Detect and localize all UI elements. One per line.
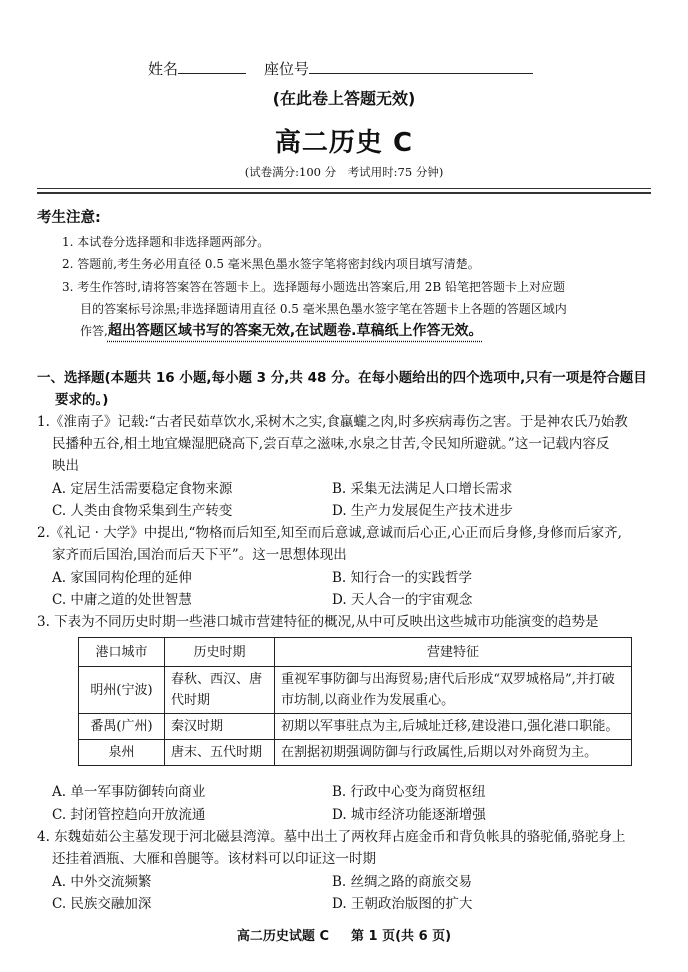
instruction-item: 目的答案标号涂黑;非选择题请用直径 0.5 毫米黑色墨水签字笔在答题卡上各题的答题区域内 xyxy=(80,302,567,316)
port-city-table xyxy=(78,637,632,766)
column-header: 港口城市 xyxy=(79,638,165,667)
question-2-stem: 家齐而后国治,国治而后天下平”。这一思想体现出 xyxy=(52,547,347,563)
question-3-stem: 3. 下表为不同历史时期一些港口城市营建特征的概况,从中可反映出这些城市功能演变的趋势是 xyxy=(37,614,599,630)
option-d: D. 王朝政治版图的扩大 xyxy=(332,896,473,912)
question-1-stem: 民播种五谷,相土地宜燥湿肥硗高下,尝百草之滋味,水泉之甘苦,令民知所避就。”这一记载内容反 xyxy=(52,436,610,452)
option-b: B. 采集无法满足人口增长需求 xyxy=(332,481,513,497)
option-d: D. 天人合一的宇宙观念 xyxy=(332,592,473,608)
table-cell: 初期以军事驻点为主,后城址迁移,建设港口,强化港口职能。 xyxy=(275,714,632,740)
invalid-notice: (在此卷上答题无效) xyxy=(272,89,416,108)
table-row xyxy=(79,667,632,714)
seat-label: 座位号 xyxy=(264,60,310,78)
instruction-emphasis: 超出答题区域书写的答案无效,在试题卷.草稿纸上作答无效。 xyxy=(107,323,483,339)
instruction-item: 1. 本试卷分选择题和非选择题两部分。 xyxy=(62,235,270,249)
table-cell: 秦汉时期 xyxy=(165,714,275,740)
column-header: 历史时期 xyxy=(165,638,275,667)
question-4-stem: 4. 东魏茹茹公主墓发现于河北磁县湾漳。墓中出土了两枚拜占庭金币和背负帐具的骆驼俑,骆驼身上 xyxy=(37,829,626,845)
page-number: 第 1 页(共 6 页) xyxy=(351,929,452,944)
divider xyxy=(37,188,651,189)
footer-title: 高二历史试题 C xyxy=(236,929,329,944)
option-d: D. 生产力发展促生产技术进步 xyxy=(332,503,513,519)
table-cell: 唐末、五代时期 xyxy=(165,740,275,766)
column-header: 营建特征 xyxy=(275,638,632,667)
option-a: A. 定居生活需要稳定食物来源 xyxy=(52,481,233,497)
table-cell: 泉州 xyxy=(79,740,165,766)
option-c: C. 中庸之道的处世智慧 xyxy=(52,592,192,608)
option-c: C. 封闭管控趋向开放流通 xyxy=(52,807,206,823)
question-1-stem: 1.《淮南子》记载:“古者民茹草饮水,采树木之实,食蠃蠬之肉,时多疾病毒伤之害。于是神农氏乃始教 xyxy=(37,414,628,430)
option-a: A. 家国同构伦理的延伸 xyxy=(52,570,192,586)
page-title: 高二历史 C xyxy=(274,128,414,158)
table-cell: 番禺(广州) xyxy=(79,714,165,740)
seat-blank xyxy=(309,59,533,74)
question-4-stem: 还挂着酒瓶、大雁和兽腿等。该材料可以印证这一时期 xyxy=(52,851,376,867)
option-d: D. 城市经济功能逐渐增强 xyxy=(332,807,486,823)
option-a: A. 单一军事防御转向商业 xyxy=(52,784,206,800)
instruction-item xyxy=(80,320,482,342)
option-c: C. 民族交融加深 xyxy=(52,896,152,912)
instructions-heading: 考生注意: xyxy=(37,210,101,226)
instruction-item: 2. 答题前,考生务必用直径 0.5 毫米黑色墨水签字笔将密封线内项目填写清楚。 xyxy=(62,257,480,271)
option-b: B. 丝绸之路的商旅交易 xyxy=(332,874,473,890)
table-row xyxy=(79,714,632,740)
question-1-stem: 映出 xyxy=(52,458,79,474)
page-footer xyxy=(0,925,688,944)
section-heading: 一、选择题(本题共 16 小题,每小题 3 分,共 48 分。在每小题给出的四个选项中,只有一项是符合题目 xyxy=(37,370,647,386)
instruction-prefix: 作答, xyxy=(80,324,108,338)
section-heading: 要求的。) xyxy=(55,392,109,408)
table-header-row xyxy=(79,638,632,667)
option-b: B. 行政中心变为商贸枢纽 xyxy=(332,784,486,800)
name-blank xyxy=(178,59,246,74)
option-b: B. 知行合一的实践哲学 xyxy=(332,570,473,586)
name-field xyxy=(148,58,533,80)
option-c: C. 人类由食物采集到生产转变 xyxy=(52,503,233,519)
table-cell: 春秋、西汉、唐代时期 xyxy=(165,667,275,714)
table-cell: 在割据初期强调防御与行政属性,后期以对外商贸为主。 xyxy=(275,740,632,766)
table-cell: 重视军事防御与出海贸易;唐代后形成“双罗城格局”,并打破市坊制,以商业作为发展重心。 xyxy=(275,667,632,714)
table-row xyxy=(79,740,632,766)
instruction-item: 3. 考生作答时,请将答案答在答题卡上。选择题每小题选出答案后,用 2B 铅笔把答题卡上对应题 xyxy=(62,280,565,294)
table-cell: 明州(宁波) xyxy=(79,667,165,714)
option-a: A. 中外交流频繁 xyxy=(52,874,152,890)
name-label: 姓名 xyxy=(148,60,179,78)
divider xyxy=(37,192,651,194)
question-2-stem: 2.《礼记 · 大学》中提出,“物格而后知至,知至而后意诚,意诚而后心正,心正而后身修,身修而后家齐, xyxy=(37,525,622,541)
exam-info: (试卷满分:100 分 考试用时:75 分钟) xyxy=(244,165,444,179)
